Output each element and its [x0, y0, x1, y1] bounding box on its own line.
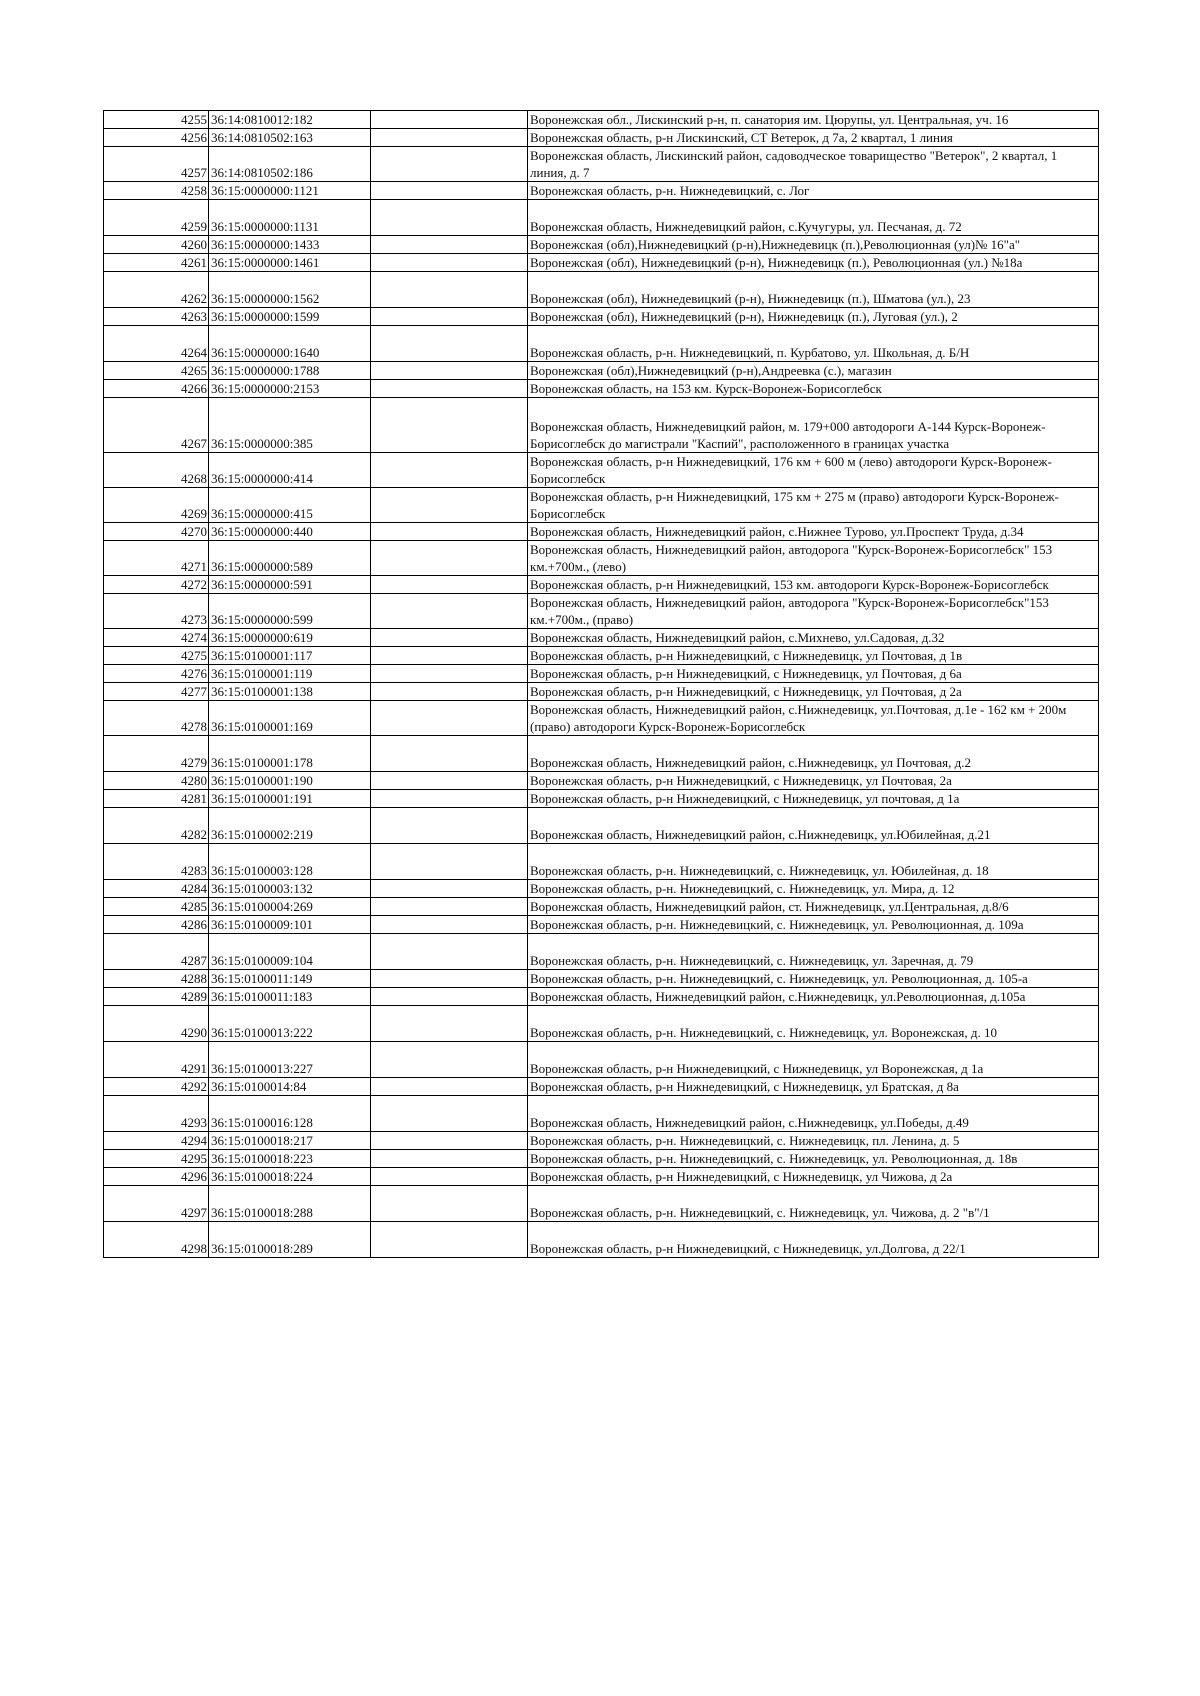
- table-row: [104, 988, 1099, 1006]
- address: Воронежская область, Нижнедевицкий район, с.Нижнедевицк, ул Почтовая, д.2: [528, 736, 1099, 772]
- address: Воронежская область, на 153 км. Курск-Воронеж-Борисоглебск: [528, 380, 1099, 398]
- empty-cell: [371, 326, 528, 362]
- cadastral-number: 36:14:0810012:182: [209, 111, 371, 129]
- table-row: [104, 1078, 1099, 1096]
- row-number: 4282: [104, 808, 209, 844]
- cadastral-number: 36:14:0810502:163: [209, 129, 371, 147]
- empty-cell: [371, 701, 528, 736]
- table-row: [104, 111, 1099, 129]
- address: Воронежская область, Нижнедевицкий район, автодорога "Курск-Воронеж-Борисоглебск"153 км.+700м., (право): [528, 594, 1099, 629]
- address: Воронежская область, р-н. Нижнедевицкий, с. Нижнедевицк, пл. Ленина, д. 5: [528, 1132, 1099, 1150]
- address: Воронежская область, р-н. Нижнедевицкий, с. Нижнедевицк, ул. Революционная, д. 109а: [528, 916, 1099, 934]
- cadastral-number: 36:15:0100001:117: [209, 647, 371, 665]
- cadastral-number: 36:15:0100013:222: [209, 1006, 371, 1042]
- empty-cell: [371, 129, 528, 147]
- row-number: 4277: [104, 683, 209, 701]
- row-number: 4265: [104, 362, 209, 380]
- cadastral-number: 36:15:0000000:2153: [209, 380, 371, 398]
- cadastral-number: 36:14:0810502:186: [209, 147, 371, 182]
- row-number: 4258: [104, 182, 209, 200]
- empty-cell: [371, 1186, 528, 1222]
- row-number: 4291: [104, 1042, 209, 1078]
- row-number: 4274: [104, 629, 209, 647]
- empty-cell: [371, 1096, 528, 1132]
- empty-cell: [371, 380, 528, 398]
- row-number: 4271: [104, 541, 209, 576]
- empty-cell: [371, 488, 528, 523]
- empty-cell: [371, 362, 528, 380]
- cadastral-number: 36:15:0100018:217: [209, 1132, 371, 1150]
- cadastral-number: 36:15:0000000:1461: [209, 254, 371, 272]
- row-number: 4270: [104, 523, 209, 541]
- cadastral-number: 36:15:0100011:149: [209, 970, 371, 988]
- cadastral-number: 36:15:0100016:128: [209, 1096, 371, 1132]
- table-row: [104, 898, 1099, 916]
- cadastral-number: 36:15:0100018:223: [209, 1150, 371, 1168]
- table-row: [104, 380, 1099, 398]
- empty-cell: [371, 576, 528, 594]
- address: Воронежская область, р-н Нижнедевицкий, с Нижнедевицк, ул Почтовая, д 2а: [528, 683, 1099, 701]
- cadastral-number: 36:15:0100009:101: [209, 916, 371, 934]
- cadastral-number: 36:15:0100018:224: [209, 1168, 371, 1186]
- table-row: [104, 1006, 1099, 1042]
- table-row: [104, 808, 1099, 844]
- address: Воронежская область, Нижнедевицкий район, с.Нижнедевицк, ул.Победы, д.49: [528, 1096, 1099, 1132]
- address: Воронежская область, Нижнедевицкий район, с.Михнево, ул.Садовая, д.32: [528, 629, 1099, 647]
- cadastral-table: [103, 110, 1099, 1258]
- table-row: [104, 683, 1099, 701]
- address: Воронежская область, р-н. Нижнедевицкий, п. Курбатово, ул. Школьная, д. Б/Н: [528, 326, 1099, 362]
- cadastral-number: 36:15:0100001:169: [209, 701, 371, 736]
- row-number: 4281: [104, 790, 209, 808]
- cadastral-number: 36:15:0000000:440: [209, 523, 371, 541]
- row-number: 4267: [104, 398, 209, 453]
- table-row: [104, 200, 1099, 236]
- table-row: [104, 129, 1099, 147]
- cadastral-number: 36:15:0100001:190: [209, 772, 371, 790]
- empty-cell: [371, 308, 528, 326]
- table-row: [104, 916, 1099, 934]
- row-number: 4268: [104, 453, 209, 488]
- table-row: [104, 647, 1099, 665]
- table-row: [104, 1042, 1099, 1078]
- row-number: 4262: [104, 272, 209, 308]
- row-number: 4276: [104, 665, 209, 683]
- empty-cell: [371, 1150, 528, 1168]
- table-row: [104, 1150, 1099, 1168]
- address: Воронежская область, р-н Нижнедевицкий, с Нижнедевицк, ул почтовая, д 1а: [528, 790, 1099, 808]
- table-row: [104, 182, 1099, 200]
- empty-cell: [371, 594, 528, 629]
- empty-cell: [371, 147, 528, 182]
- address: Воронежская область, р-н. Нижнедевицкий, с. Нижнедевицк, ул. Мира, д. 12: [528, 880, 1099, 898]
- empty-cell: [371, 988, 528, 1006]
- row-number: 4298: [104, 1222, 209, 1258]
- table-row: [104, 308, 1099, 326]
- cadastral-number: 36:15:0100003:132: [209, 880, 371, 898]
- row-number: 4269: [104, 488, 209, 523]
- empty-cell: [371, 880, 528, 898]
- address: Воронежская область, р-н. Нижнедевицкий, с. Лог: [528, 182, 1099, 200]
- table-row: [104, 541, 1099, 576]
- row-number: 4266: [104, 380, 209, 398]
- cadastral-number: 36:15:0000000:385: [209, 398, 371, 453]
- row-number: 4287: [104, 934, 209, 970]
- address: Воронежская область, р-н Нижнедевицкий, с Нижнедевицк, ул.Долгова, д 22/1: [528, 1222, 1099, 1258]
- cadastral-number: 36:15:0100018:289: [209, 1222, 371, 1258]
- table-row: [104, 576, 1099, 594]
- cadastral-number: 36:15:0100001:119: [209, 665, 371, 683]
- empty-cell: [371, 665, 528, 683]
- row-number: 4255: [104, 111, 209, 129]
- address: Воронежская область, Нижнедевицкий район, с.Нижнедевицк, ул.Юбилейная, д.21: [528, 808, 1099, 844]
- row-number: 4278: [104, 701, 209, 736]
- row-number: 4263: [104, 308, 209, 326]
- row-number: 4264: [104, 326, 209, 362]
- row-number: 4275: [104, 647, 209, 665]
- cadastral-number: 36:15:0000000:1788: [209, 362, 371, 380]
- row-number: 4289: [104, 988, 209, 1006]
- row-number: 4296: [104, 1168, 209, 1186]
- empty-cell: [371, 398, 528, 453]
- row-number: 4279: [104, 736, 209, 772]
- row-number: 4256: [104, 129, 209, 147]
- table-row: [104, 236, 1099, 254]
- row-number: 4294: [104, 1132, 209, 1150]
- address: Воронежская (обл), Нижнедевицкий (р-н), Нижнедевицк (п.), Шматова (ул.), 23: [528, 272, 1099, 308]
- row-number: 4284: [104, 880, 209, 898]
- empty-cell: [371, 790, 528, 808]
- empty-cell: [371, 236, 528, 254]
- cadastral-number: 36:15:0100018:288: [209, 1186, 371, 1222]
- cadastral-number: 36:15:0100003:128: [209, 844, 371, 880]
- empty-cell: [371, 1222, 528, 1258]
- address: Воронежская (обл), Нижнедевицкий (р-н), Нижнедевицк (п.), Луговая (ул.), 2: [528, 308, 1099, 326]
- table-row: [104, 844, 1099, 880]
- table-row: [104, 326, 1099, 362]
- address: Воронежская область, Лискинский район, садоводческое товарищество "Ветерок", 2 квартал, 1 линия, д. 7: [528, 147, 1099, 182]
- cadastral-number: 36:15:0000000:591: [209, 576, 371, 594]
- empty-cell: [371, 736, 528, 772]
- table-row: [104, 1132, 1099, 1150]
- table-row: [104, 362, 1099, 380]
- row-number: 4295: [104, 1150, 209, 1168]
- address: Воронежская область, р-н Нижнедевицкий, 176 км + 600 м (лево) автодороги Курск-Воронеж-Борисоглебск: [528, 453, 1099, 488]
- cadastral-number: 36:15:0100013:227: [209, 1042, 371, 1078]
- address: Воронежская область, Нижнедевицкий район, м. 179+000 автодороги А-144 Курск-Воронеж-Борисоглебск до магистрали "Каспий", расположенного в границах участка: [528, 398, 1099, 453]
- empty-cell: [371, 916, 528, 934]
- table-row: [104, 1222, 1099, 1258]
- cadastral-number: 36:15:0100014:84: [209, 1078, 371, 1096]
- address: Воронежская область, р-н Нижнедевицкий, 175 км + 275 м (право) автодороги Курск-Воронеж-Борисоглебск: [528, 488, 1099, 523]
- row-number: 4280: [104, 772, 209, 790]
- address: Воронежская (обл),Нижнедевицкий (р-н),Андреевка (с.), магазин: [528, 362, 1099, 380]
- row-number: 4297: [104, 1186, 209, 1222]
- empty-cell: [371, 523, 528, 541]
- address: Воронежская область, р-н. Нижнедевицкий, с. Нижнедевицк, ул. Юбилейная, д. 18: [528, 844, 1099, 880]
- cadastral-number: 36:15:0000000:589: [209, 541, 371, 576]
- empty-cell: [371, 1006, 528, 1042]
- row-number: 4272: [104, 576, 209, 594]
- empty-cell: [371, 254, 528, 272]
- address: Воронежская область, Нижнедевицкий район, автодорога "Курск-Воронеж-Борисоглебск" 153 км.+700м., (лево): [528, 541, 1099, 576]
- row-number: 4288: [104, 970, 209, 988]
- address: Воронежская область, р-н Нижнедевицкий, с Нижнедевицк, ул Воронежская, д 1а: [528, 1042, 1099, 1078]
- address: Воронежская область, р-н. Нижнедевицкий, с. Нижнедевицк, ул. Чижова, д. 2 "в"/1: [528, 1186, 1099, 1222]
- address: Воронежская область, р-н. Нижнедевицкий, с. Нижнедевицк, ул. Революционная, д. 18в: [528, 1150, 1099, 1168]
- row-number: 4290: [104, 1006, 209, 1042]
- row-number: 4260: [104, 236, 209, 254]
- empty-cell: [371, 970, 528, 988]
- table-row: [104, 736, 1099, 772]
- address: Воронежская область, Нижнедевицкий район, с.Кучугуры, ул. Песчаная, д. 72: [528, 200, 1099, 236]
- empty-cell: [371, 772, 528, 790]
- row-number: 4283: [104, 844, 209, 880]
- empty-cell: [371, 844, 528, 880]
- table-row: [104, 934, 1099, 970]
- row-number: 4261: [104, 254, 209, 272]
- address: Воронежская область, Нижнедевицкий район, с.Нижнее Турово, ул.Проспект Труда, д.34: [528, 523, 1099, 541]
- empty-cell: [371, 934, 528, 970]
- empty-cell: [371, 1132, 528, 1150]
- empty-cell: [371, 453, 528, 488]
- table-row: [104, 453, 1099, 488]
- cadastral-number: 36:15:0100009:104: [209, 934, 371, 970]
- cadastral-number: 36:15:0000000:1121: [209, 182, 371, 200]
- cadastral-number: 36:15:0000000:599: [209, 594, 371, 629]
- address: Воронежская область, р-н Нижнедевицкий, с Нижнедевицк, ул Почтовая, д 1в: [528, 647, 1099, 665]
- table-row: [104, 970, 1099, 988]
- table-row: [104, 790, 1099, 808]
- empty-cell: [371, 1078, 528, 1096]
- address: Воронежская область, р-н Нижнедевицкий, с Нижнедевицк, ул Чижова, д 2а: [528, 1168, 1099, 1186]
- address: Воронежская область, р-н Лискинский, СТ Ветерок, д 7а, 2 квартал, 1 линия: [528, 129, 1099, 147]
- table-row: [104, 1186, 1099, 1222]
- table-row: [104, 665, 1099, 683]
- table-row: [104, 254, 1099, 272]
- row-number: 4286: [104, 916, 209, 934]
- empty-cell: [371, 629, 528, 647]
- empty-cell: [371, 1042, 528, 1078]
- address: Воронежская область, Нижнедевицкий район, ст. Нижнедевицк, ул.Центральная, д.8/6: [528, 898, 1099, 916]
- cadastral-number: 36:15:0000000:415: [209, 488, 371, 523]
- address: Воронежская область, р-н Нижнедевицкий, с Нижнедевицк, ул Братская, д 8а: [528, 1078, 1099, 1096]
- cadastral-number: 36:15:0000000:1562: [209, 272, 371, 308]
- cadastral-number: 36:15:0000000:414: [209, 453, 371, 488]
- table-row: [104, 880, 1099, 898]
- cadastral-number: 36:15:0100011:183: [209, 988, 371, 1006]
- row-number: 4259: [104, 200, 209, 236]
- table-row: [104, 629, 1099, 647]
- empty-cell: [371, 541, 528, 576]
- table-row: [104, 1096, 1099, 1132]
- row-number: 4292: [104, 1078, 209, 1096]
- cadastral-number: 36:15:0100002:219: [209, 808, 371, 844]
- table-row: [104, 594, 1099, 629]
- table-row: [104, 1168, 1099, 1186]
- table-row: [104, 488, 1099, 523]
- table-row: [104, 772, 1099, 790]
- empty-cell: [371, 898, 528, 916]
- address: Воронежская обл., Лискинский р-н, п. санатория им. Цюрупы, ул. Центральная, уч. 16: [528, 111, 1099, 129]
- cadastral-number: 36:15:0000000:1131: [209, 200, 371, 236]
- empty-cell: [371, 111, 528, 129]
- table-row: [104, 398, 1099, 453]
- empty-cell: [371, 683, 528, 701]
- empty-cell: [371, 182, 528, 200]
- cadastral-number: 36:15:0100004:269: [209, 898, 371, 916]
- address: Воронежская область, р-н. Нижнедевицкий, с. Нижнедевицк, ул. Революционная, д. 105-а: [528, 970, 1099, 988]
- empty-cell: [371, 808, 528, 844]
- address: Воронежская область, р-н Нижнедевицкий, 153 км. автодороги Курск-Воронеж-Борисоглебск: [528, 576, 1099, 594]
- address: Воронежская (обл),Нижнедевицкий (р-н),Нижнедевицк (п.),Революционная (ул)№ 16"а": [528, 236, 1099, 254]
- table-row: [104, 523, 1099, 541]
- address: Воронежская область, Нижнедевицкий район, с.Нижнедевицк, ул.Почтовая, д.1е - 162 км + 200м (право) автодороги Курск-Воронеж-Борисоглебск: [528, 701, 1099, 736]
- row-number: 4257: [104, 147, 209, 182]
- address: Воронежская область, р-н Нижнедевицкий, с Нижнедевицк, ул Почтовая, 2а: [528, 772, 1099, 790]
- empty-cell: [371, 272, 528, 308]
- row-number: 4285: [104, 898, 209, 916]
- empty-cell: [371, 200, 528, 236]
- table-row: [104, 272, 1099, 308]
- address: Воронежская область, р-н Нижнедевицкий, с Нижнедевицк, ул Почтовая, д 6а: [528, 665, 1099, 683]
- address: Воронежская область, р-н. Нижнедевицкий, с. Нижнедевицк, ул. Воронежская, д. 10: [528, 1006, 1099, 1042]
- row-number: 4293: [104, 1096, 209, 1132]
- row-number: 4273: [104, 594, 209, 629]
- cadastral-number: 36:15:0000000:1599: [209, 308, 371, 326]
- cadastral-number: 36:15:0100001:191: [209, 790, 371, 808]
- cadastral-number: 36:15:0100001:138: [209, 683, 371, 701]
- empty-cell: [371, 1168, 528, 1186]
- address: Воронежская область, Нижнедевицкий район, с.Нижнедевицк, ул.Революционная, д.105а: [528, 988, 1099, 1006]
- cadastral-number: 36:15:0000000:1433: [209, 236, 371, 254]
- address: Воронежская (обл), Нижнедевицкий (р-н), Нижнедевицк (п.), Революционная (ул.) №18а: [528, 254, 1099, 272]
- table-row: [104, 701, 1099, 736]
- cadastral-number: 36:15:0100001:178: [209, 736, 371, 772]
- cadastral-number: 36:15:0000000:619: [209, 629, 371, 647]
- address: Воронежская область, р-н. Нижнедевицкий, с. Нижнедевицк, ул. Заречная, д. 79: [528, 934, 1099, 970]
- table-body: [104, 111, 1099, 1258]
- table-row: [104, 147, 1099, 182]
- empty-cell: [371, 647, 528, 665]
- cadastral-number: 36:15:0000000:1640: [209, 326, 371, 362]
